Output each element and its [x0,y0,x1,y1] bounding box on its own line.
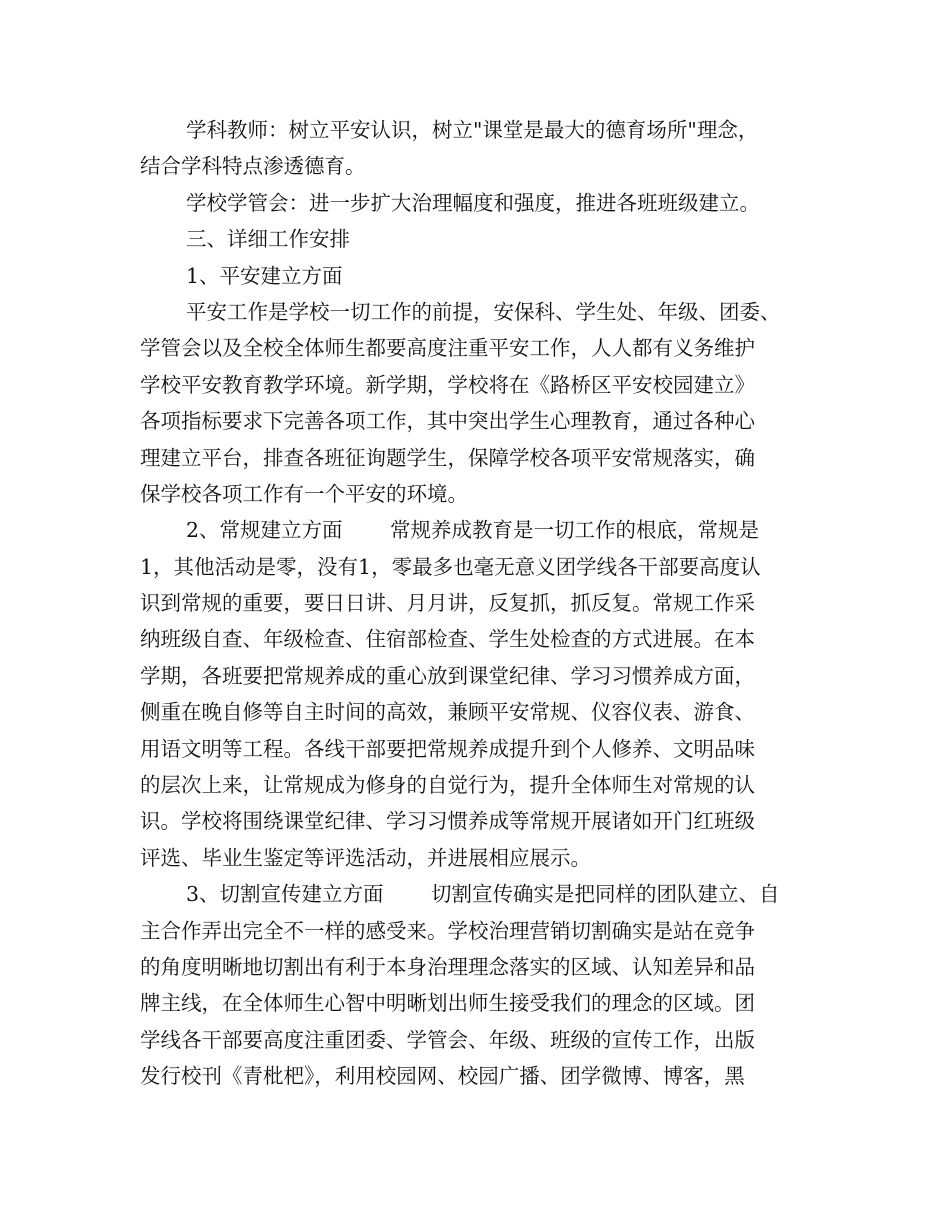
paragraph-line: 平安工作是学校一切工作的前提，安保科、学生处、年级、团委、 [186,299,781,324]
paragraph-line: 评选、毕业生鉴定等评选活动，并进展相应展示。 [140,845,591,870]
paragraph-line: 用语文明等工程。各线干部要把常规养成提升到个人修养、文明品味 [140,736,755,761]
paragraph-line: 结合学科特点渗透德育。 [140,154,366,179]
paragraph-line: 发行校刊《青枇杷》，利用校园网、校园广播、团学微博、博客，黑 [140,1064,745,1089]
paragraph-line: 学线各干部要高度注重团委、学管会、年级、班级的宣传工作，出版 [140,1027,755,1052]
paragraph-line: 1，其他活动是零，没有1，零最多也毫无意义团学线各干部要高度认 [140,554,761,579]
paragraph-line: 纳班级自查、年级检查、住宿部检查、学生处检查的方式进展。在本 [140,627,755,652]
paragraph-line: 各项指标要求下完善各项工作，其中突出学生心理教育，通过各种心 [140,409,755,434]
paragraph-line: 侧重在晚自修等自主时间的高效，兼顾平安常规、仪容仪表、游食、 [140,700,755,725]
paragraph-line: 的层次上来，让常规成为修身的自觉行为，提升全体师生对常规的认 [140,773,755,798]
paragraph-line: 学校平安教育教学环境。新学期，学校将在《路桥区平安校园建立》 [140,372,755,397]
document-body [140,112,820,1095]
paragraph-line: 2、常规建立方面 常规养成教育是一切工作的根底，常规是 [186,518,760,543]
paragraph-line: 的角度明晰地切割出有利于本身治理理念落实的区域、认知差异和品 [140,954,755,979]
paragraph-line: 主合作弄出完全不一样的感受来。学校治理营销切割确实是站在竞争 [140,918,755,943]
subsection-heading: 1、平安建立方面 [186,263,343,288]
section-heading: 三、详细工作安排 [186,227,350,252]
paragraph-line: 识到常规的重要，要日日讲、月月讲，反复抓，抓反复。常规工作采 [140,591,755,616]
paragraph-line: 学科教师：树立平安认识，树立"课堂是最大的德育场所"理念， [186,118,759,142]
paragraph-line: 识。学校将围绕课堂纪律、学习习惯养成等常规开展诸如开门红班级 [140,809,755,834]
paragraph-line: 理建立平台，排查各班征询题学生，保障学校各项平安常规落实，确 [140,445,755,470]
paragraph-line: 3、切割宣传建立方面 切割宣传确实是把同样的团队建立、自 [186,882,780,907]
paragraph-line: 保学校各项工作有一个平安的环境。 [140,481,468,506]
paragraph-line: 牌主线，在全体师生心智中明晰划出师生接受我们的理念的区域。团 [140,991,755,1016]
paragraph-line: 学期，各班要把常规养成的重心放到课堂纪律、学习习惯养成方面， [140,663,755,688]
paragraph-line: 学校学管会：进一步扩大治理幅度和强度，推进各班班级建立。 [186,190,760,215]
paragraph-line: 学管会以及全校全体师生都要高度注重平安工作，人人都有义务维护 [140,336,755,361]
